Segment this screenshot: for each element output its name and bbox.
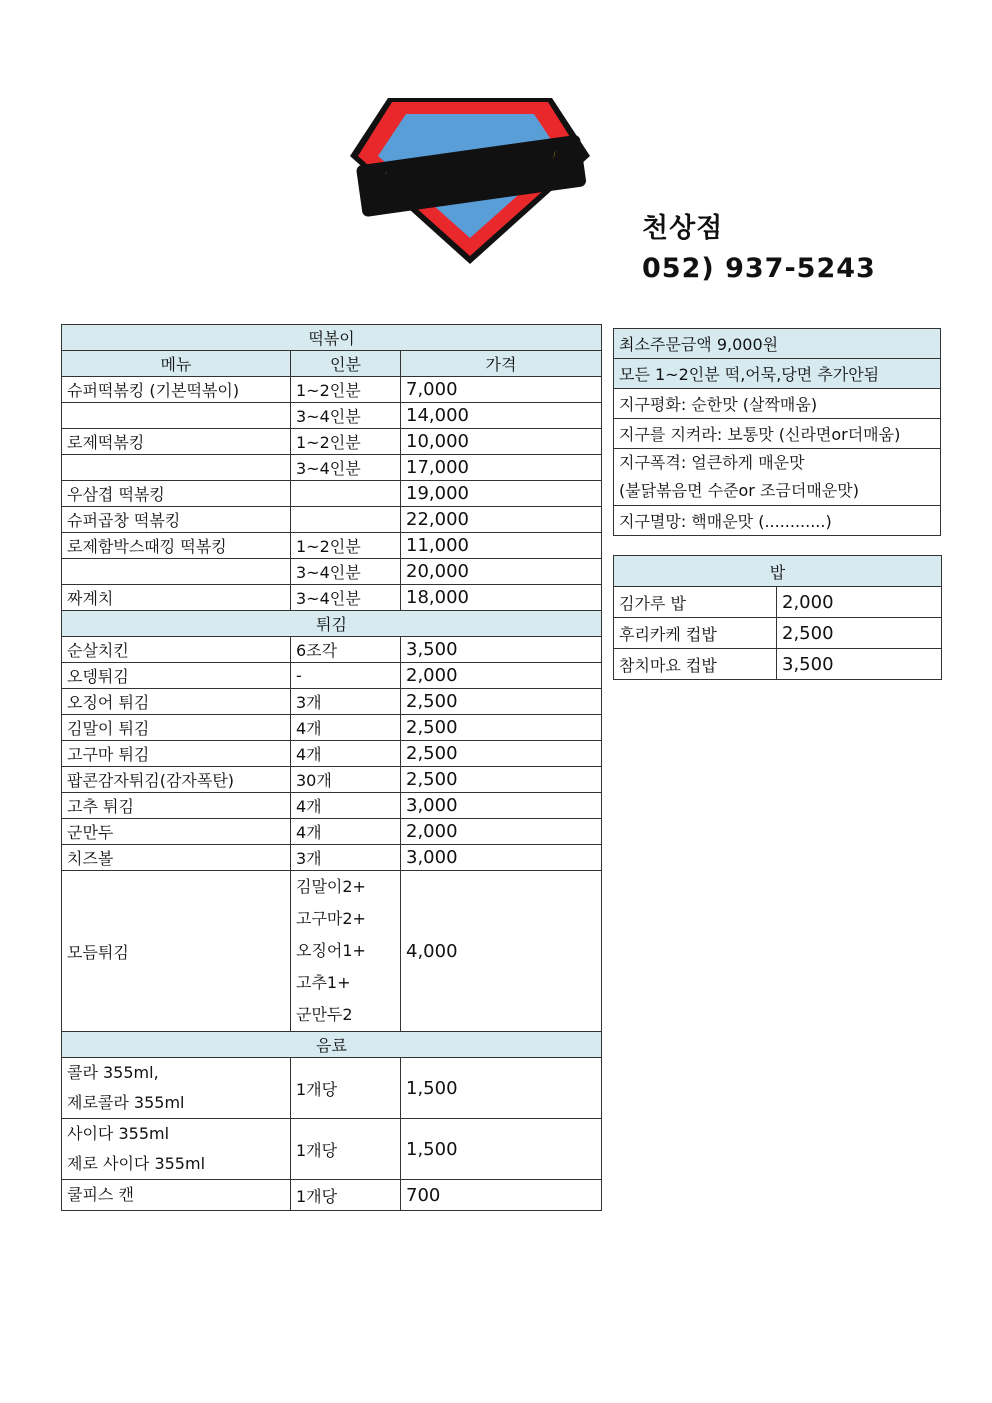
- rice-item-price: 2,500: [777, 618, 942, 649]
- menu-item-price: 17,000: [401, 455, 602, 481]
- combo-items-line: 군만두2: [296, 1005, 353, 1024]
- menu-item-serving: 6조각: [291, 637, 401, 663]
- drink-name-line: 사이다 355ml: [67, 1124, 170, 1143]
- menu-item-serving: [291, 481, 401, 507]
- drink-name: [62, 1058, 291, 1119]
- logo-text: 슈퍼떡볶킹: [362, 139, 581, 220]
- menu-item-price: 2,500: [401, 741, 602, 767]
- table-row: [614, 649, 942, 680]
- table-row: [62, 1180, 602, 1211]
- menu-item-name: [62, 455, 291, 481]
- table-row: [62, 819, 602, 845]
- spice-level-line: 지구를 지켜라: 보통맛 (신라면or더매움): [619, 425, 901, 444]
- menu-item-name: 치즈볼: [62, 845, 291, 871]
- section-header-fried: 튀김: [62, 611, 602, 637]
- table-row: [62, 611, 602, 637]
- menu-item-serving: -: [291, 663, 401, 689]
- menu-item-price: 2,500: [401, 715, 602, 741]
- menu-item-name: 로제함박스때낑 떡볶킹: [62, 533, 291, 559]
- spice-level-line: (불닭볶음면 수준or 조금더매운맛): [619, 481, 859, 500]
- no-add-note: 모든 1~2인분 떡,어묵,당면 추가안됨: [614, 359, 941, 389]
- section-header-tteokbokki: 떡볶이: [62, 325, 602, 351]
- table-row: [62, 559, 602, 585]
- menu-item-serving: 4개: [291, 793, 401, 819]
- table-row: [62, 455, 602, 481]
- spice-level: [614, 506, 941, 536]
- rice-item-price: 3,500: [777, 649, 942, 680]
- combo-items-line: 오징어1+: [296, 941, 366, 960]
- section-header-rice: 밥: [614, 556, 942, 587]
- menu-item-price: 3,500: [401, 637, 602, 663]
- table-row: [62, 871, 602, 1032]
- menu-item-name: [62, 403, 291, 429]
- table-row: [614, 618, 942, 649]
- drink-price: 1,500: [401, 1058, 602, 1119]
- drink-serving: 1개당: [291, 1058, 401, 1119]
- spice-level-line: 지구평화: 순한맛 (살짝매움): [619, 395, 818, 414]
- menu-item-price: 19,000: [401, 481, 602, 507]
- menu-item-serving: 30개: [291, 767, 401, 793]
- table-row: [62, 1032, 602, 1058]
- min-order-note: 최소주문금액 9,000원: [614, 329, 941, 359]
- table-row: [62, 1119, 602, 1180]
- spice-level: [614, 389, 941, 419]
- menu-item-serving: [291, 507, 401, 533]
- table-row: [614, 506, 941, 536]
- store-phone: 052) 937-5243: [642, 253, 876, 284]
- combo-items-line: 고구마2+: [296, 909, 366, 928]
- spice-level: [614, 419, 941, 449]
- combo-items: [291, 871, 401, 1032]
- rice-item-price: 2,000: [777, 587, 942, 618]
- rice-item-name: 김가루 밥: [614, 587, 777, 618]
- menu-item-price: 2,500: [401, 689, 602, 715]
- spice-level: [614, 449, 941, 506]
- menu-item-serving: 3~4인분: [291, 585, 401, 611]
- menu-item-name: 순살치킨: [62, 637, 291, 663]
- table-row: [62, 689, 602, 715]
- menu-item-serving: 3~4인분: [291, 455, 401, 481]
- drink-serving: 1개당: [291, 1119, 401, 1180]
- menu-item-name: 슈퍼떡볶킹 (기본떡볶이): [62, 377, 291, 403]
- table-row: [62, 845, 602, 871]
- menu-item-price: 3,000: [401, 793, 602, 819]
- drink-name: [62, 1119, 291, 1180]
- table-row: [62, 377, 602, 403]
- drink-name-line: 제로 사이다 355ml: [67, 1154, 206, 1173]
- menu-item-price: 3,000: [401, 845, 602, 871]
- menu-item-serving: 1~2인분: [291, 429, 401, 455]
- menu-item-price: 14,000: [401, 403, 602, 429]
- menu-item-name: 고추 튀김: [62, 793, 291, 819]
- menu-item-name: 우삼겹 떡볶킹: [62, 481, 291, 507]
- spice-level-line: 지구멸망: 핵매운맛 (............): [619, 512, 832, 531]
- combo-price: 4,000: [401, 871, 602, 1032]
- menu-item-price: 2,500: [401, 767, 602, 793]
- table-row: [62, 793, 602, 819]
- menu-item-serving: 3개: [291, 845, 401, 871]
- menu-item-name: [62, 559, 291, 585]
- combo-items-line: 김말이2+: [296, 877, 366, 896]
- table-row: [62, 1058, 602, 1119]
- store-name: 천상점: [642, 213, 724, 244]
- menu-item-name: 오징어 튀김: [62, 689, 291, 715]
- table-row: [62, 767, 602, 793]
- info-table: [613, 328, 941, 536]
- table-row: [614, 587, 942, 618]
- menu-item-serving: 4개: [291, 715, 401, 741]
- menu-item-price: 11,000: [401, 533, 602, 559]
- menu-item-serving: 1~2인분: [291, 377, 401, 403]
- table-row: [62, 507, 602, 533]
- table-row: [62, 741, 602, 767]
- table-row: [62, 663, 602, 689]
- menu-item-serving: 4개: [291, 741, 401, 767]
- table-row: [62, 637, 602, 663]
- menu-item-name: 로제떡볶킹: [62, 429, 291, 455]
- drink-serving: 1개당: [291, 1180, 401, 1211]
- menu-item-name: 김말이 튀김: [62, 715, 291, 741]
- menu-item-name: 군만두: [62, 819, 291, 845]
- table-row: [614, 449, 941, 506]
- table-row: [62, 533, 602, 559]
- rice-item-name: 참치마요 컵밥: [614, 649, 777, 680]
- menu-item-price: 2,000: [401, 663, 602, 689]
- brand-logo: [348, 92, 592, 268]
- menu-item-serving: 1~2인분: [291, 533, 401, 559]
- rice-item-name: 후리카케 컵밥: [614, 618, 777, 649]
- table-row: [62, 585, 602, 611]
- table-row: [62, 403, 602, 429]
- menu-item-serving: 3개: [291, 689, 401, 715]
- menu-item-price: 22,000: [401, 507, 602, 533]
- spice-level-line: 지구폭격: 얼큰하게 매운맛: [619, 453, 805, 472]
- drink-name-line: 콜라 355ml,: [67, 1063, 159, 1082]
- menu-item-name: 팝콘감자튀김(감자폭탄): [62, 767, 291, 793]
- column-header-menu: 메뉴: [62, 351, 291, 377]
- drink-price: 700: [401, 1180, 602, 1211]
- menu-item-name: 고구마 튀김: [62, 741, 291, 767]
- menu-item-serving: 4개: [291, 819, 401, 845]
- menu-item-name: 슈퍼곱창 떡볶킹: [62, 507, 291, 533]
- drink-name: [62, 1180, 291, 1211]
- menu-item-price: 10,000: [401, 429, 602, 455]
- combo-items-line: 고추1+: [296, 973, 351, 992]
- menu-item-price: 7,000: [401, 377, 602, 403]
- drink-name-line: 쿨피스 캔: [67, 1185, 134, 1204]
- column-header-serving: 인분: [291, 351, 401, 377]
- menu-item-serving: 3~4인분: [291, 559, 401, 585]
- section-header-drinks: 음료: [62, 1032, 602, 1058]
- menu-table: [61, 324, 602, 1211]
- menu-item-name: 오뎅튀김: [62, 663, 291, 689]
- menu-item-price: 2,000: [401, 819, 602, 845]
- menu-item-price: 20,000: [401, 559, 602, 585]
- menu-item-price: 18,000: [401, 585, 602, 611]
- column-header-price: 가격: [401, 351, 602, 377]
- table-row: [62, 481, 602, 507]
- combo-name: 모듬튀김: [62, 871, 291, 1032]
- table-row: [614, 389, 941, 419]
- drink-price: 1,500: [401, 1119, 602, 1180]
- menu-item-serving: 3~4인분: [291, 403, 401, 429]
- menu-item-name: 짜계치: [62, 585, 291, 611]
- table-row: [62, 715, 602, 741]
- table-row: [614, 419, 941, 449]
- table-row: [62, 429, 602, 455]
- drink-name-line: 제로콜라 355ml: [67, 1093, 185, 1112]
- rice-table: [613, 555, 942, 680]
